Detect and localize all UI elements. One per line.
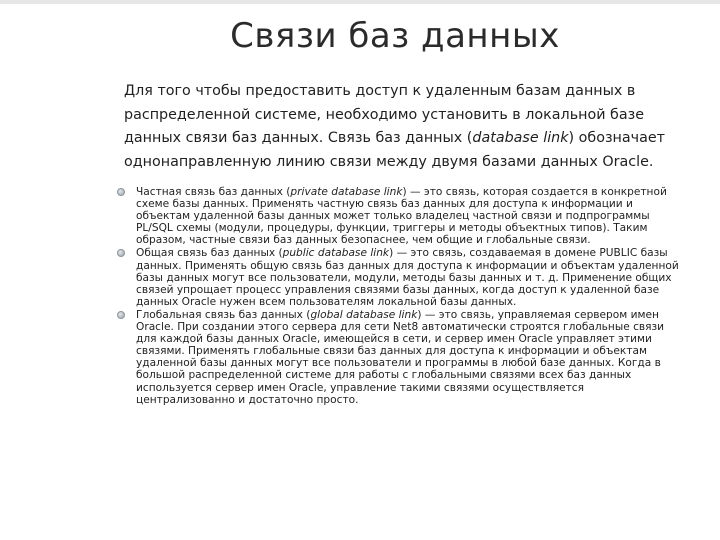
bullet-term: public database link [282, 247, 390, 260]
bullet-term: global database link [310, 308, 418, 321]
bullet-dot-icon [117, 188, 125, 196]
bullet-public-link [136, 247, 686, 307]
bullet-term: private database link [290, 186, 403, 198]
intro-paragraph [124, 80, 684, 174]
bullet-text-after: ) — это связь, управляемая сервером имен Oracle. При создании этого сервера для сети Net8 автоматически строятся глобальные связи для каждой базы данных Oracle, имеющейся в сети, и сервер имен Oracle управляет этими связями. Применять глобальные связи баз данных для доступа к информации и объектам удаленной базы данных могут все пользователи и программы в любой базе данных. Когда в большой распределенной системе для работы с глобальными связями всех баз данных используется сервер имен Oracle, управление такими связями осуществляется централизованно и достаточно просто. [136, 308, 665, 406]
bullet-list [136, 186, 686, 407]
bullet-text-before: Глобальная связь баз данных ( [136, 308, 311, 321]
bullet-private-link [136, 186, 686, 246]
bullet-text-before: Общая связь баз данных ( [136, 247, 283, 260]
bullet-text-after: ) — это связь, создаваемая в домене PUBLIC базы данных. Применять общую связь баз данных для доступа к информации и объектам удаленной базы данных могут все пользователи, модули, методы базы данных и т. д. Применение общих связей упрощает процесс управления связями базы данных, когда доступ к удаленной базе данных Oracle нужен всем пользователям локальной базы данных. [136, 247, 679, 308]
intro-text-after: ) обозначает однонаправленную линию связи между двумя базами данных Oracle. [124, 130, 665, 170]
intro-term: database link [472, 130, 569, 146]
bullet-dot-icon [117, 249, 125, 257]
top-divider [0, 0, 720, 4]
bullet-dot-icon [117, 311, 125, 319]
bullet-text-after: ) — это связь, которая создается в конкретной схеме базы данных. Применять частную связь баз данных для доступа к информации и объектам удаленной базы данных может только владелец частной связи и подпрограммы PL/SQL схемы (модули, процедуры, функции, триггеры и методы объектных типов). Таким образом, частные связи баз данных безопаснее, чем общие и глобальные связи. [136, 186, 667, 247]
slide-title: Связи баз данных [230, 16, 560, 56]
bullet-text-before: Частная связь баз данных ( [136, 186, 291, 198]
intro-text-before: Для того чтобы предоставить доступ к удаленным базам данных в распределенной системе, необходимо установить в локальной базе данных связи баз данных. Связь баз данных ( [124, 83, 645, 146]
bullet-global-link [136, 309, 686, 406]
